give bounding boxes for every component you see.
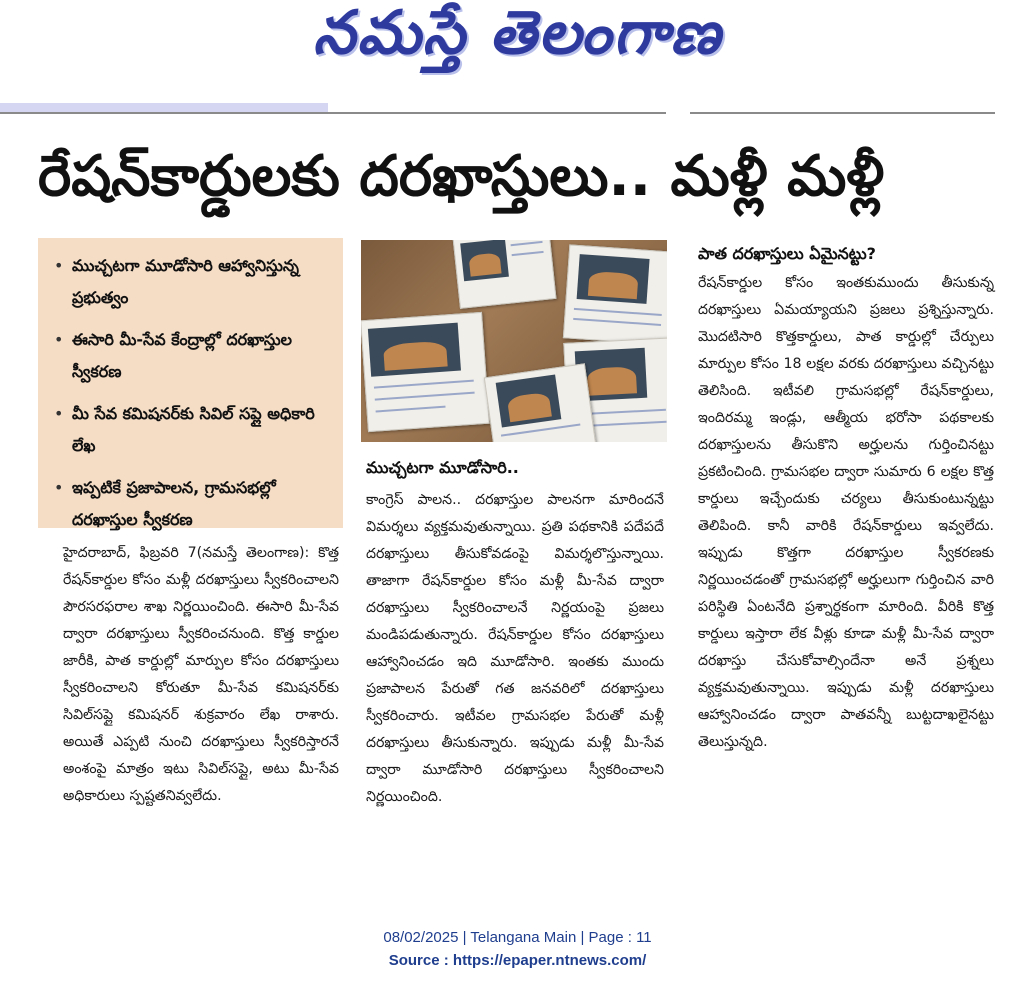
bullet-icon: •	[54, 256, 64, 275]
article-column-1: హైదరాబాద్, ఫిబ్రవరి 7(నమస్తే తెలంగాణ): కొత్త రేషన్‌కార్డుల కోసం మళ్లీ దరఖాస్తులు స్వీకరించాలని పౌరసరఫరాల శాఖ నిర్ణయించింది. ఈసారి మీ-సేవ ద్వారా దరఖాస్తులు స్వీకరించనుంది. కొత్త కార్డుల జారీకి, పాత కార్డుల్లో మార్పుల కోసం దరఖాస్తులు స్వీకరించాలని కోరుతూ మీ-సేవ కమిషనర్‌కు సివిల్‌సప్లై కమిషనర్ శుక్రవారం లేఖ రాశారు. అయితే ఎప్పటి నుంచి దరఖాస్తులు స్వీకరిస్తారనే అంశంపై మాత్రం ఇటు సివిల్‌సప్లై, అటు మీ-సేవ అధికారులు స్పష్టతనివ్వలేదు.	[63, 545, 339, 804]
column-2-subheading: ముచ్చటగా మూడోసారి..	[366, 458, 519, 477]
bullet-icon: •	[54, 330, 64, 349]
source-link[interactable]: Source : https://epaper.ntnews.com/	[388, 952, 647, 969]
masthead-title: నమస్తే తెలంగాణ	[312, 0, 723, 68]
masthead-divider	[0, 112, 666, 114]
article-column-3: రేషన్‌కార్డుల కోసం ఇంతకుముందు తీసుకున్న దరఖాస్తులు ఏమయ్యాయని ప్రజలు ప్రశ్నిస్తున్నారు. మొదటిసారి కొత్తకార్డులు, పాత కార్డుల్లో చేర్పులు మార్పుల కోసం 18 లక్షల వరకు దరఖాస్తులు వచ్చినట్టు తెలిసింది. ఇటీవలి గ్రామసభల్లో రేషన్‌కార్డులు, ఇందిరమ్మ ఇండ్లు, ఆత్మీయ భరోసా పథకాలకు దరఖాస్తులను తీసుకొని అర్హులను గుర్తించినట్టు ప్రకటించింది. గ్రామసభల ద్వారా సుమారు 6 లక్షల కొత్త కార్డులు ఇచ్చేందుకు చర్యలు తీసుకుంటున్నట్టు తెలిపింది. కానీ వారికి రేషన్‌కార్డులు ఇవ్వలేదు. ఇప్పుడు కొత్తగా దరఖాస్తుల స్వీకరణకు నిర్ణయించడంతో గ్రామసభల్లో అర్హులుగా గుర్తించిన వారి పరిస్థితి ఏంటనేది ప్రశ్నార్థకంగా మారింది. వీరికి కొత్త కార్డులు ఇస్తారా లేక వీళ్లు కూడా మళ్లీ మీ-సేవ ద్వారా దరఖాస్తు చేసుకోవాల్సిందేనా అనే ప్రశ్నలు వ్యక్తమవుతున్నాయి. ఇప్పుడు మళ్లీ దరఖాస్తులు ఆహ్వానించడం ద్వారా పాతవన్నీ బుట్టదాఖలైనట్టు తెలుస్తున్నది.	[698, 275, 994, 750]
highlight-item	[54, 324, 333, 388]
ration-card-image	[361, 312, 490, 432]
newspaper-masthead	[0, 0, 1035, 80]
highlight-item	[54, 398, 333, 462]
highlight-text: ఈసారి మీ-సేవ కేంద్రాల్లో దరఖాస్తుల స్వీకరణ	[72, 330, 292, 381]
highlight-text: ఇప్పటికే ప్రజాపాలన, గ్రామసభల్లో దరఖాస్తుల స్వీకరణ	[72, 478, 276, 529]
article-column-2: కాంగ్రెస్ పాలన.. దరఖాస్తుల పాలనగా మారిందనే విమర్శలు వ్యక్తమవుతున్నాయి. ప్రతి పథకానికి పదేపదే దరఖాస్తులు తీసుకోవడంపై విమర్శలొస్తున్నాయి. తాజాగా రేషన్‌కార్డుల కోసం మళ్లీ మీ-సేవ ద్వారా దరఖాస్తులు స్వీకరించాలనే నిర్ణయంపై ప్రజలు మండిపడుతున్నారు. రేషన్‌కార్డుల కోసం దరఖాస్తులు ఆహ్వానించడం ఇది మూడోసారి. ఇంతకు ముందు ప్రజాపాలన పేరుతో గత జనవరిలో దరఖాస్తులు స్వీకరించారు. ఇటీవల గ్రామసభల పేరుతో మళ్లీ దరఖాస్తులు తీసుకున్నారు. ఇప్పుడు మళ్లీ మీ-సేవ ద్వారా మూడోసారి దరఖాస్తులు స్వీకరించాలని నిర్ణయించింది.	[366, 492, 664, 805]
bullet-icon: •	[54, 478, 64, 497]
ration-card-image	[453, 240, 557, 309]
bullet-icon: •	[54, 404, 64, 423]
edition-info: 08/02/2025 | Telangana Main | Page : 11	[383, 929, 652, 946]
highlight-text: ముచ్చటగా మూడోసారి ఆహ్వానిస్తున్న ప్రభుత్వం	[72, 256, 299, 307]
highlight-item	[54, 250, 333, 314]
masthead-divider-right	[690, 112, 995, 114]
page-footer	[0, 926, 1035, 972]
highlights-box	[38, 238, 343, 528]
masthead-accent-bar	[0, 103, 328, 112]
article-headline: రేషన్‌కార్డులకు దరఖాస్తులు.. మళ్లీ మళ్లీ	[38, 144, 885, 209]
ration-cards-photo	[361, 240, 667, 442]
ration-card-image	[484, 363, 596, 442]
highlight-item	[54, 472, 333, 536]
highlight-text: మీ సేవ కమిషనర్‌కు సివిల్ సప్లై అధికారి లేఖ	[72, 404, 315, 455]
ration-card-image	[563, 244, 667, 345]
column-3-subheading: పాత దరఖాస్తులు ఏమైనట్టు?	[698, 244, 876, 263]
